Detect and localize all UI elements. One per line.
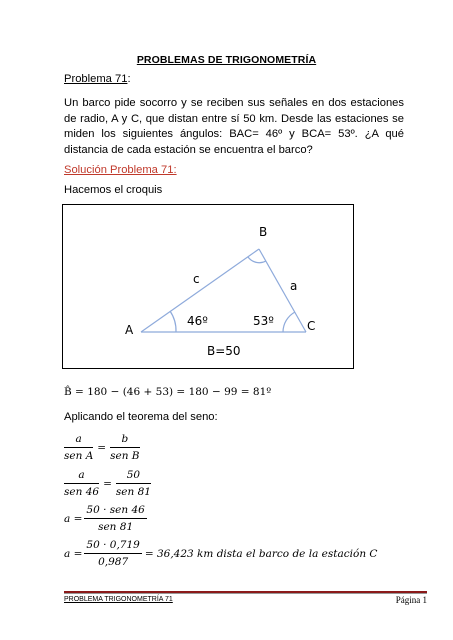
footer-divider-secondary <box>64 593 427 594</box>
numerator: 50 · 0,719 <box>84 539 141 554</box>
fraction <box>84 504 146 533</box>
numerator: b <box>110 433 139 448</box>
vertex-a-label: A <box>125 323 134 337</box>
denominator: 0,987 <box>98 556 129 568</box>
denominator: sen 81 <box>98 521 134 533</box>
numerator: a <box>64 433 93 448</box>
angle-c-label: 53º <box>253 314 274 328</box>
page-number: Página 1 <box>395 595 427 605</box>
base-label: B=50 <box>207 344 241 358</box>
sketch-intro: Hacemos el croquis <box>64 184 163 196</box>
result-equation <box>64 539 377 568</box>
side-c-label: c <box>193 272 200 286</box>
footer-title: PROBLEMA TRIGONOMETRÍA 71 <box>64 596 173 603</box>
angle-a-label: 46º <box>187 314 208 328</box>
solve-a-equation <box>64 504 147 533</box>
numerator: 50 <box>116 469 151 484</box>
fraction <box>64 469 99 498</box>
equals-sign: = <box>103 477 112 490</box>
fraction <box>110 433 139 462</box>
problem-statement: Un barco pide socorro y se reciben sus señales en dos estaciones de radio, A y C, que distan entre sí 50 km. Desde las estaciones se miden los siguientes ángulos: BAC= 46º y BCA= 53º. ¿A qué distancia de cada estación se encuentra el barco? <box>64 97 404 156</box>
page-title: PROBLEMAS DE TRIGONOMETRÍA <box>136 54 317 66</box>
denominator: sen 81 <box>115 486 151 498</box>
equals-sign: = <box>97 441 107 454</box>
denominator: sen B <box>110 450 140 462</box>
triangle-figure <box>62 204 354 369</box>
vertex-c-label: C <box>307 319 316 333</box>
denominator: sen A <box>64 450 94 462</box>
problem-heading <box>64 72 131 88</box>
fraction <box>84 539 141 568</box>
fraction <box>116 469 151 498</box>
vertex-b-label: B <box>259 225 268 239</box>
side-a-label: a <box>290 279 298 293</box>
angle-b-arc <box>248 257 266 263</box>
angle-a-arc <box>170 311 176 332</box>
fraction <box>64 433 93 462</box>
numerator: a <box>64 469 99 484</box>
triangle-svg <box>63 205 355 370</box>
numerator: 50 · sen 46 <box>84 504 146 519</box>
sine-law-equation <box>64 433 140 462</box>
problem-colon: : <box>127 73 131 85</box>
angle-c-arc <box>283 312 295 332</box>
substituted-equation <box>64 469 151 498</box>
solution-heading <box>64 163 177 179</box>
result-text: = 36,423 km dista el barco de la estación C <box>144 547 378 560</box>
lhs: a = <box>64 512 83 525</box>
problem-label: Problema 71 <box>64 73 128 85</box>
angle-b-equation: B̂ = 180 − (46 + 53) = 180 − 99 = 81º <box>64 386 272 398</box>
law-of-sines-intro: Aplicando el teorema del seno: <box>64 411 218 423</box>
lhs: a = <box>64 547 83 560</box>
solution-label: Solución Problema 71: <box>64 164 177 176</box>
denominator: sen 46 <box>64 486 100 498</box>
